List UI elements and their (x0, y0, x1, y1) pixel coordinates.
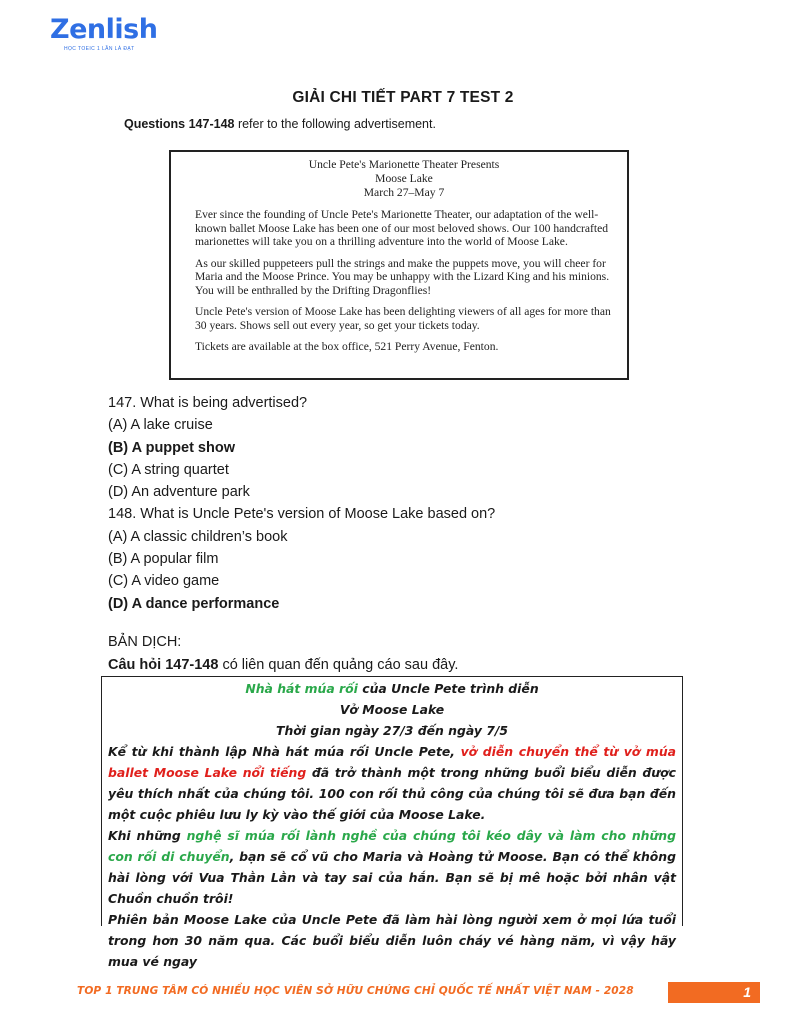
translation-label: BẢN DỊCH: (108, 634, 182, 650)
questions-ref-text: refer to the following advertisement. (234, 117, 436, 131)
vi-p2-a: Khi những (108, 828, 187, 843)
advertisement-box (169, 150, 629, 380)
ad-paragraph-3: Uncle Pete's version of Moose Lake has been delighting viewers of all ages for more than 30 years. Shows sell out every year, so get your tickets today. (195, 305, 611, 332)
ad-paragraph-2: As our skilled puppeteers pull the strings and make the puppets move, you will cheer for Maria and the Moose Prince. You may be unhappy with the Lizard King and his minions. You will be enthralled by the Drifting Dragonflies! (195, 256, 610, 297)
vi-line-1 (108, 678, 676, 699)
vi-paragraph-3: Phiên bản Moose Lake của Uncle Pete đã làm hài lòng người xem ở mọi lứa tuổi trong hơn 30 năm qua. Các buổi biểu diễn luôn cháy vé hàng năm, vì vậy hãy mua vé ngay (108, 912, 676, 969)
ad-paragraph-4: Tickets are available at the box office, 521 Perry Avenue, Fenton. (195, 340, 499, 353)
question-list (108, 392, 495, 615)
logo-wordmark: Zenlish (50, 14, 158, 45)
page-number: 1 (668, 982, 760, 1003)
option-148-b: (B) A popular film (108, 551, 219, 568)
vi-p2-highlight: nghệ sĩ múa rối lành nghề của chúng tôi kéo dây và làm cho những con rối di chuyển (108, 828, 676, 864)
option-148-d-answer: (D) A dance performance (108, 595, 280, 612)
questions-range: Questions 147-148 (124, 117, 235, 131)
ad-dates: March 27–May 7 (363, 186, 445, 199)
vi-p1-a: Kể từ khi thành lập Nhà hát múa rối Uncle Pete, (108, 744, 461, 759)
option-147-d: (D) An adventure park (108, 484, 250, 501)
questions-reference (124, 117, 436, 131)
question-147: 147. What is being advertised? (108, 395, 308, 411)
page-title: GIẢI CHI TIẾT PART 7 TEST 2 (292, 89, 514, 106)
ad-paragraph-1: Ever since the founding of Uncle Pete's Marionette Theater, our adaptation of the well-known ballet Moose Lake has been one of our most beloved shows. Our 100 handcrafted marionettes will take you on a thrilling adventure into the world of Moose Lake. (195, 208, 609, 248)
vi-paragraph-2 (108, 825, 676, 909)
logo-tagline: HỌC TOEIC 1 LẦN LÀ ĐẠT (64, 46, 135, 52)
vi-p1-highlight: vở diễn chuyển thể từ vở múa ballet Moose Lake nổi tiếng (108, 744, 676, 780)
option-147-a: (A) A lake cruise (108, 417, 213, 434)
option-148-c: (C) A video game (108, 573, 220, 590)
translation-question-ref (108, 657, 458, 673)
option-147-b-answer: (B) A puppet show (108, 439, 235, 456)
question-148: 148. What is Uncle Pete's version of Moose Lake based on? (108, 506, 496, 523)
ad-show-title: Moose Lake (375, 172, 433, 185)
ad-header (195, 158, 613, 200)
logo (50, 14, 160, 52)
option-147-c: (C) A string quartet (108, 461, 229, 478)
vi-p1-b: đã trở thành một trong những buổi biểu diễn được yêu thích nhất của chúng tôi. 100 con rối thủ công của chúng tôi sẽ đưa bạn đến một cuộc phiêu lưu ly kỳ vào thế giới của Moose Lake. (108, 765, 676, 822)
vi-paragraph-1 (108, 741, 676, 825)
vi-line-2: Vở Moose Lake (339, 702, 445, 717)
vi-line-3: Thời gian ngày 27/3 đến ngày 7/5 (276, 723, 508, 738)
vi-theater-highlight: Nhà hát múa rối (245, 681, 358, 696)
footer-slogan: TOP 1 TRUNG TÂM CÓ NHIỀU HỌC VIÊN SỞ HỮU CHỨNG CHỈ QUỐC TẾ NHẤT VIỆT NAM - 2028 (77, 985, 634, 997)
ad-presenter: Uncle Pete's Marionette Theater Presents (308, 158, 500, 171)
translation-box (101, 676, 683, 969)
vi-p2-b: , bạn sẽ cổ vũ cho Maria và Hoàng tử Moose. Bạn có thể không hài lòng với Vua Thằn Lằn và tay sai của hắn. Bạn sẽ bị mê hoặc bởi nhân vật Chuồn chuồn trôi! (108, 849, 676, 906)
translation-range: Câu hỏi 147-148 (108, 657, 219, 673)
vi-line-1-rest: của Uncle Pete trình diễn (357, 681, 539, 696)
option-148-a: (A) A classic children’s book (108, 528, 288, 545)
translation-ref-text: có liên quan đến quảng cáo sau đây. (218, 657, 459, 673)
